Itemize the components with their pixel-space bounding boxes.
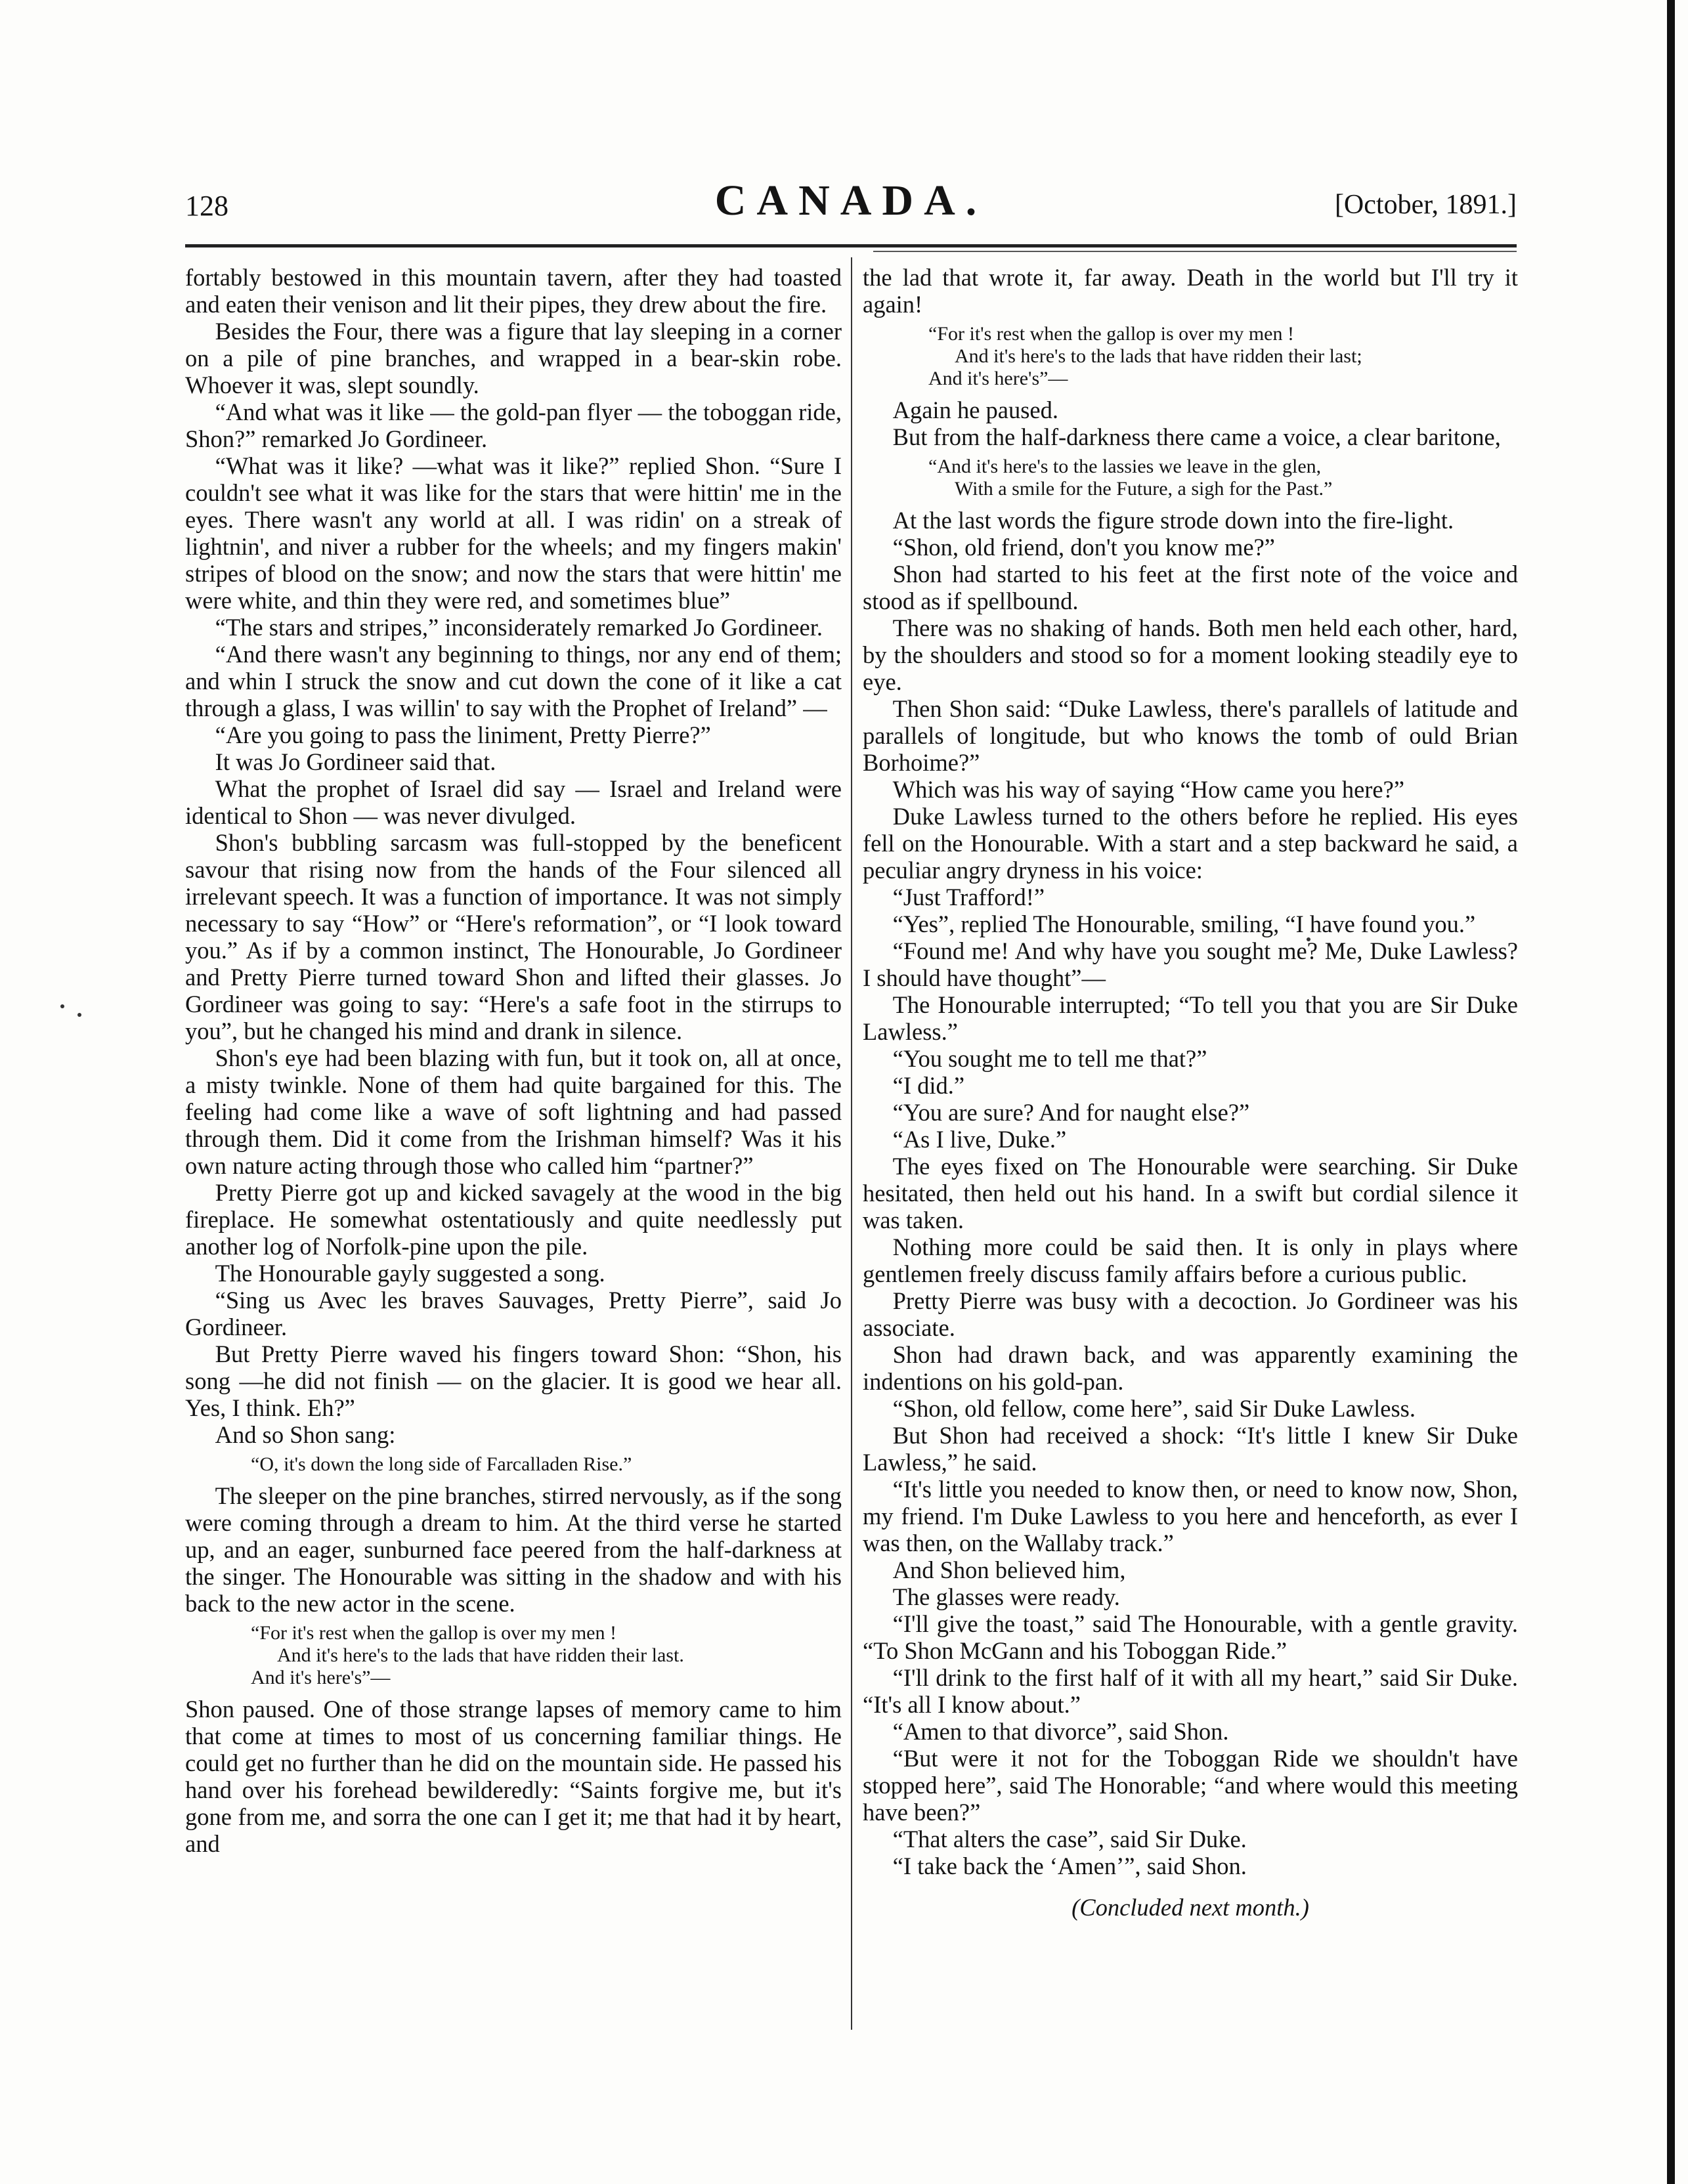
paragraph: “Shon, old friend, don't you know me?” [892,534,1275,561]
issue-date: [October, 1891.] [1334,190,1517,220]
paragraph: At the last words the figure strode down into the fire-light. [892,507,1454,534]
paragraph: And so Shon sang: [215,1421,396,1448]
paragraph: “Sing us Avec les braves Sauvages, Pretty Pierre”, said Jo Gordineer. [185,1287,842,1340]
paragraph: Which was his way of saying “How came you here?” [892,776,1405,803]
paragraph: “Are you going to pass the liniment, Pretty Pierre?” [215,721,711,748]
continuation-note: (Concluded next month.) [1071,1894,1309,1921]
song-verse [863,323,1518,390]
paragraph: Besides the Four, there was a figure that lay sleeping in a corner on a pile of pine branches, and wrapped in a bear-skin robe. Whoever it was, slept soundly. [185,318,842,398]
paragraph: “As I live, Duke.” [892,1126,1067,1153]
paragraph: Shon's eye had been blazing with fun, but it took on, all at once, a misty twinkle. None of them had quite bargained for this. The feeling had come like a wave of soft lightning and had passed through them. Did it come from the Irishman himself? Was it his own nature acting through those who called him “partner?” [185,1044,842,1179]
song-verse [185,1453,842,1476]
paragraph: But from the half-darkness there came a voice, a clear baritone, [892,423,1501,450]
paragraph: “I'll drink to the first half of it with all my heart,” said Sir Duke. “It's all I know about.” [863,1664,1518,1718]
paragraph: “I take back the ‘Amen’”, said Shon. [892,1852,1247,1879]
header-rule-secondary [873,251,1517,252]
verse-line: And it's here's”— [251,1667,391,1688]
paragraph: Shon's bubbling sarcasm was full-stopped by the beneficent savour that rising now from the hands of the Four silenced all irrelevant speech. It was a function of importance. It was not simply necessary to say “How” or “Here's reformation”, or “I look toward you.” As if by a common instinct, The Honourable, Jo Gordineer and Pretty Pierre turned toward Shon and lifted their glasses. Jo Gordineer was going to say: “Here's a safe foot in the stirrups to you”, but he changed his mind and drank in silence. [185,829,842,1044]
verse-line: “For it's rest when the gallop is over my men ! [928,323,1294,345]
paragraph: The glasses were ready. [892,1583,1120,1610]
scan-speck [77,1013,81,1017]
paragraph: “But were it not for the Toboggan Ride we shouldn't have stopped here”, said The Honorable; “and where would this meeting have been?” [863,1745,1518,1826]
paragraph: But Shon had received a shock: “It's little I knew Sir Duke Lawless,” he said. [863,1422,1518,1476]
verse-line: And it's here's to the lads that have ridden their last. [277,1644,684,1666]
paragraph: “That alters the case”, said Sir Duke. [892,1826,1247,1852]
paragraph: But Pretty Pierre waved his fingers toward Shon: “Shon, his song —he did not finish — on the glacier. It is good we hear all. Yes, I think. Eh?” [185,1340,842,1421]
paragraph: Shon had started to his feet at the first note of the voice and stood as if spellbound. [863,561,1518,614]
paragraph: “You sought me to tell me that?” [892,1045,1207,1072]
paragraph: “Shon, old fellow, come here”, said Sir Duke Lawless. [892,1395,1416,1422]
song-verse [863,456,1518,500]
header-rule [185,244,1517,247]
paragraph: Nothing more could be said then. It is only in plays where gentlemen freely discuss family affairs before a curious public. [863,1233,1518,1287]
verse-line: And it's here's to the lads that have ridden their last; [955,345,1362,367]
magazine-title: CANADA. [714,177,987,225]
paragraph: Shon paused. One of those strange lapses of memory came to him that come at times to most of us concerning familiar things. He could get no further than he did on the mountain side. He passed his hand over his forehead bewilderedly: “Saints forgive me, but it's gone from me, and sorra the one can I get it; me that had it by heart, and [185,1696,842,1857]
paragraph: Pretty Pierre got up and kicked savagely at the wood in the big fireplace. He somewhat ostentatiously and quite needlessly put another log of Norfolk-pine upon the pile. [185,1179,842,1260]
paragraph: “What was it like? —what was it like?” replied Shon. “Sure I couldn't see what it was like for the stars that were hittin' me in the eyes. There wasn't any world at all. I was ridin' on a streak of lightnin', and niver a rubber for the wheels; and my fingers makin' stripes of blood on the snow; and now the stars that were hittin' me were white, and thin they were red, and sometimes blue” [185,452,842,614]
paragraph: The Honourable interrupted; “To tell you that you are Sir Duke Lawless.” [863,991,1518,1045]
paragraph: It was Jo Gordineer said that. [215,748,496,775]
paragraph: Again he paused. [892,396,1059,423]
paragraph: “It's little you needed to know then, or need to know now, Shon, my friend. I'm Duke Lawless to you here and henceforth, as ever I was then, on the Wallaby track.” [863,1476,1518,1556]
paragraph: “And there wasn't any beginning to things, nor any end of them; and whin I struck the snow and cut down the cone of it like a cat through a glass, I was willin' to say with the Prophet of Ireland” — [185,641,842,721]
verse-line: “And it's here's to the lassies we leave in the glen, [928,456,1322,477]
paragraph: “Yes”, replied The Honourable, smiling, “I have found you.” [892,910,1476,937]
paragraph: “Amen to that divorce”, said Shon. [892,1718,1229,1745]
paragraph: “I did.” [892,1072,965,1099]
paragraph: Then Shon said: “Duke Lawless, there's parallels of latitude and parallels of longitude, but who knows the tomb of ould Brian Borhoime?” [863,695,1518,776]
paragraph: Pretty Pierre was busy with a decoction. Jo Gordineer was his associate. [863,1287,1518,1341]
verse-line: “For it's rest when the gallop is over my men ! [251,1622,617,1644]
paragraph: fortably bestowed in this mountain tavern, after they had toasted and eaten their venison and lit their pipes, they drew about the fire. [185,264,842,318]
paragraph: “The stars and stripes,” inconsiderately remarked Jo Gordineer. [215,614,823,641]
paragraph: “You are sure? And for naught else?” [892,1099,1250,1126]
paragraph: The Honourable gayly suggested a song. [215,1260,605,1287]
paragraph: The eyes fixed on The Honourable were searching. Sir Duke hesitated, then held out his hand. In a swift but cordial silence it was taken. [863,1153,1518,1233]
paragraph: Duke Lawless turned to the others before he replied. His eyes fell on the Honourable. With a start and a step backward he said, a peculiar angry dryness in his voice: [863,803,1518,884]
paragraph: “I'll give the toast,” said The Honourable, with a gentle gravity. “To Shon McGann and his Toboggan Ride.” [863,1610,1518,1664]
left-column [185,264,842,1857]
verse-line: With a smile for the Future, a sigh for the Past.” [955,478,1333,500]
column-divider [851,257,852,2030]
right-column [863,264,1518,1921]
paragraph: the lad that wrote it, far away. Death in the world but I'll try it again! [863,264,1518,318]
paragraph: Shon had drawn back, and was apparently examining the indentions on his gold-pan. [863,1341,1518,1395]
paragraph: And Shon believed him, [892,1556,1126,1583]
paragraph: “Found me! And why have you sought me? Me, Duke Lawless? I should have thought”— [863,937,1518,991]
verse-line: And it's here's”— [928,368,1068,389]
paragraph: What the prophet of Israel did say — Israel and Ireland were identical to Shon — was never divulged. [185,775,842,829]
paragraph: “Just Trafford!” [892,884,1045,910]
page-number: 128 [185,190,228,222]
scan-edge-bar [1667,0,1675,2184]
verse-line: “O, it's down the long side of Farcalladen Rise.” [251,1453,632,1475]
paragraph: The sleeper on the pine branches, stirred nervously, as if the song were coming through a dream to him. At the third verse he started up, and an eager, sunburned face peered from the half-darkness at the singer. The Honourable was sitting in the shadow and with his back to the new actor in the scene. [185,1482,842,1617]
paragraph: There was no shaking of hands. Both men held each other, hard, by the shoulders and stood so for a moment looking steadily eye to eye. [863,614,1518,695]
scan-speck [60,1004,64,1008]
song-verse [185,1622,842,1689]
paragraph: “And what was it like — the gold-pan flyer — the toboggan ride, Shon?” remarked Jo Gordineer. [185,398,842,452]
page-header [185,172,1517,225]
